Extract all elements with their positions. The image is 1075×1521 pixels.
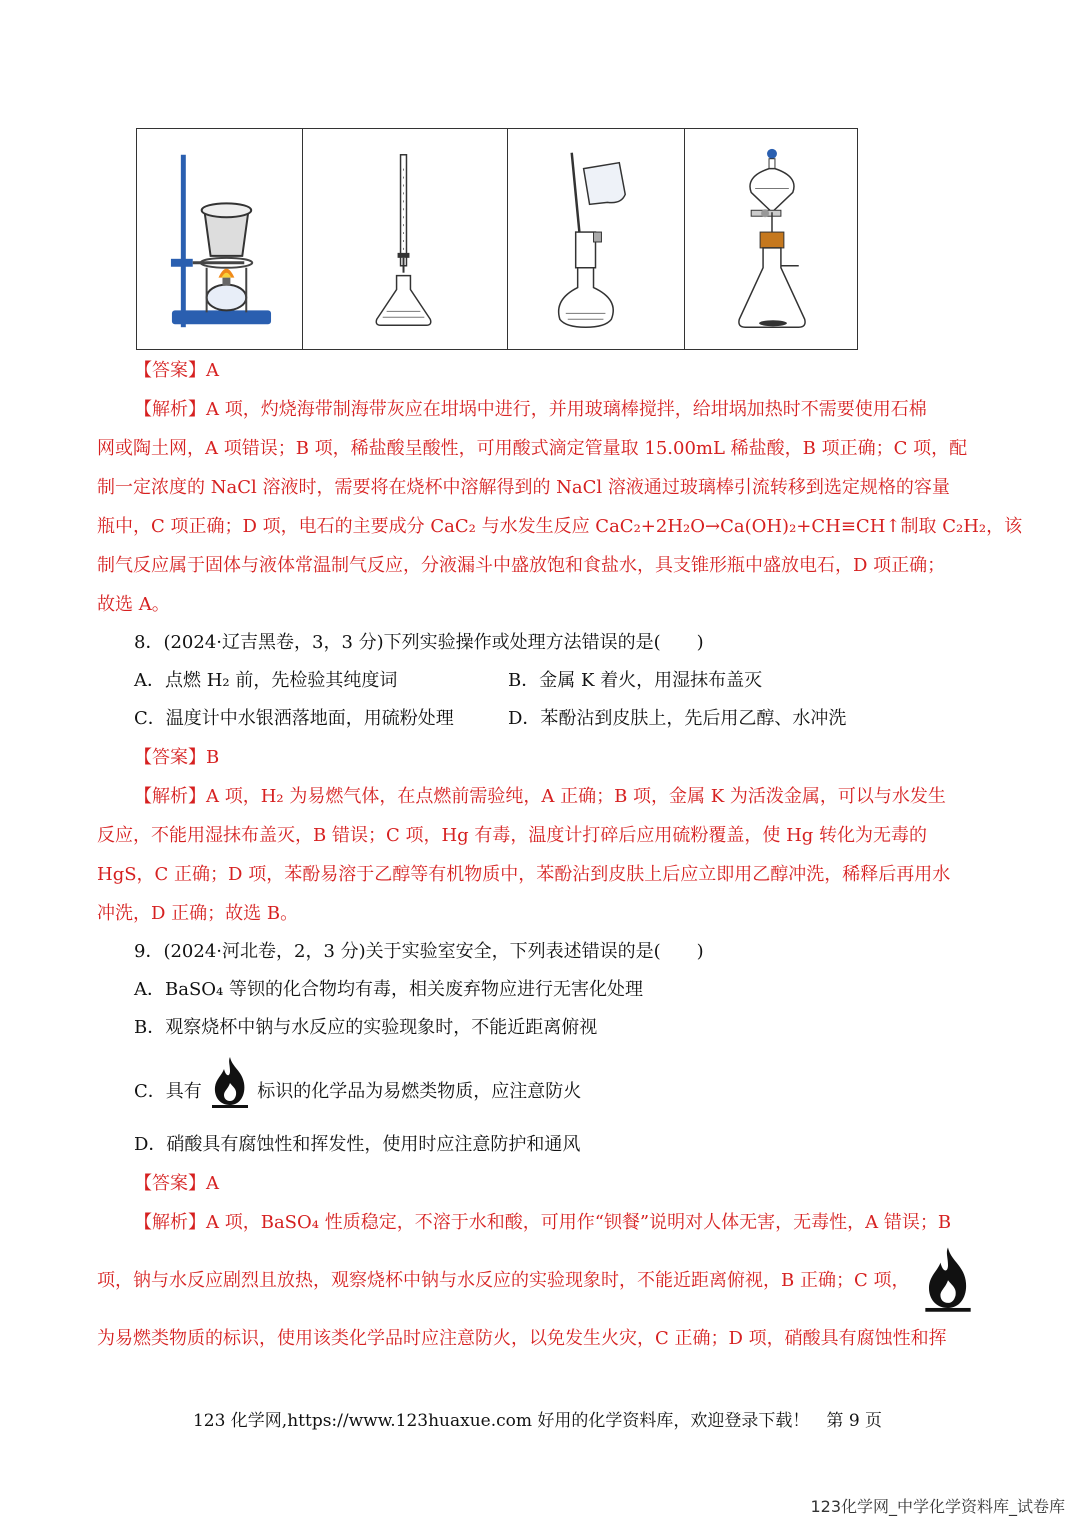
q9-option-c-suffix: 标识的化学品为易燃类物质，应注意防火 xyxy=(257,1081,582,1102)
q7-analysis-line: 网或陶土网，A 项错误；B 项，稀盐酸呈酸性，可用酸式滴定管量取 15.00mL 稀盐酸，B 项正确；C 项，配 xyxy=(97,438,968,459)
figure-cell-b xyxy=(303,129,508,349)
q7-analysis-line: 故选 A。 xyxy=(97,594,170,615)
q9-analysis-line-1: 【解析】A 项，BaSO₄ 性质稳定，不溶于水和酸，可用作“钡餐”说明对人体无害，无毒性，A 错误；B xyxy=(134,1212,952,1233)
q8-analysis-line: HgS，C 正确；D 项，苯酚易溶于乙醇等有机物质中，苯酚沾到皮肤上后应立即用乙醇冲洗，稀释后再用水 xyxy=(97,864,951,885)
figure-cell-c xyxy=(508,129,685,349)
apparatus-figure-table xyxy=(136,128,858,350)
page-footer: 123 化学网,https://www.123huaxue.com 好用的化学资料库，欢迎登录下载！ 第 9 页 xyxy=(192,1411,883,1431)
q8-stem: 8．(2024·辽吉黑卷，3，3 分)下列实验操作或处理方法错误的是( ) xyxy=(134,632,704,653)
watermark: 123化学网_中学化学资料库_试卷库 xyxy=(810,1497,1065,1516)
q9-analysis-line-3: 为易燃类物质的标识，使用该类化学品时应注意防火，以免发生火灾，C 正确；D 项，硝酸具有腐蚀性和挥 xyxy=(97,1328,947,1349)
q8-analysis-line: 反应，不能用湿抹布盖灭，B 错误；C 项，Hg 有毒，温度计打碎后应用硫粉覆盖，使 Hg 转化为无毒的 xyxy=(97,825,928,846)
q9-option-a: A．BaSO₄ 等钡的化合物均有毒，相关废弃物应进行无害化处理 xyxy=(134,979,643,1000)
q7-analysis-line: 【解析】A 项，灼烧海带制海带灰应在坩埚中进行，并用玻璃棒搅拌，给坩埚加热时不需要使用石棉 xyxy=(134,399,927,420)
figure-cell-a xyxy=(137,129,303,349)
q9-option-d: D．硝酸具有腐蚀性和挥发性，使用时应注意防护和通风 xyxy=(134,1134,581,1155)
volumetric-flask-transfer-icon xyxy=(508,129,684,349)
q9-answer: 【答案】A xyxy=(134,1173,219,1194)
q8-answer: 【答案】B xyxy=(134,747,220,768)
flammable-hazard-icon xyxy=(208,1055,252,1109)
q8-analysis-line: 【解析】A 项，H₂ 为易燃气体，在点燃前需验纯，A 正确；B 项，金属 K 为活泼金属，可以与水发生 xyxy=(134,786,946,807)
q9-option-b: B．观察烧杯中钠与水反应的实验现象时，不能近距离俯视 xyxy=(134,1017,598,1038)
q9-stem: 9．(2024·河北卷，2，3 分)关于实验室安全，下列表述错误的是( ) xyxy=(134,941,704,962)
q9-option-c xyxy=(134,1075,581,1109)
gas-generation-apparatus-icon xyxy=(685,129,857,349)
q8-analysis-line: 冲洗，D 正确；故选 B。 xyxy=(97,903,299,924)
q8-option-a: A．点燃 H₂ 前，先检验其纯度词 xyxy=(134,670,398,691)
q8-option-c: C．温度计中水银洒落地面，用硫粉处理 xyxy=(134,708,454,729)
q7-analysis-line: 瓶中，C 项正确；D 项，电石的主要成分 CaC₂ 与水发生反应 CaC₂+2H₂O→Ca(OH)₂+CH≡CH↑制取 C₂H₂，该 xyxy=(97,516,1023,537)
q7-analysis xyxy=(97,390,1023,624)
flammable-hazard-icon xyxy=(920,1245,976,1313)
q7-answer: 【答案】A xyxy=(134,360,219,381)
q9-option-c-prefix: C．具有 xyxy=(134,1081,202,1102)
q7-analysis-line: 制一定浓度的 NaCl 溶液时，需要将在烧杯中溶解得到的 NaCl 溶液通过玻璃棒引流转移到选定规格的容量 xyxy=(97,477,950,498)
figure-cell-d xyxy=(685,129,857,349)
burette-flask-apparatus-icon xyxy=(303,129,507,349)
q8-analysis xyxy=(97,777,981,933)
q7-analysis-line: 制气反应属于固体与液体常温制气反应，分液漏斗中盛放饱和食盐水，具支锥形瓶中盛放电石，D 项正确； xyxy=(97,555,946,576)
q8-option-d: D．苯酚沾到皮肤上，先后用乙醇、水冲洗 xyxy=(508,708,847,729)
crucible-heating-apparatus-icon xyxy=(137,129,302,349)
q8-option-b: B．金属 K 着火，用湿抹布盖灭 xyxy=(508,670,763,691)
q9-analysis-line-2: 项，钠与水反应剧烈且放热，观察烧杯中钠与水反应的实验现象时，不能近距离俯视，B 正确；C 项， xyxy=(97,1270,910,1291)
